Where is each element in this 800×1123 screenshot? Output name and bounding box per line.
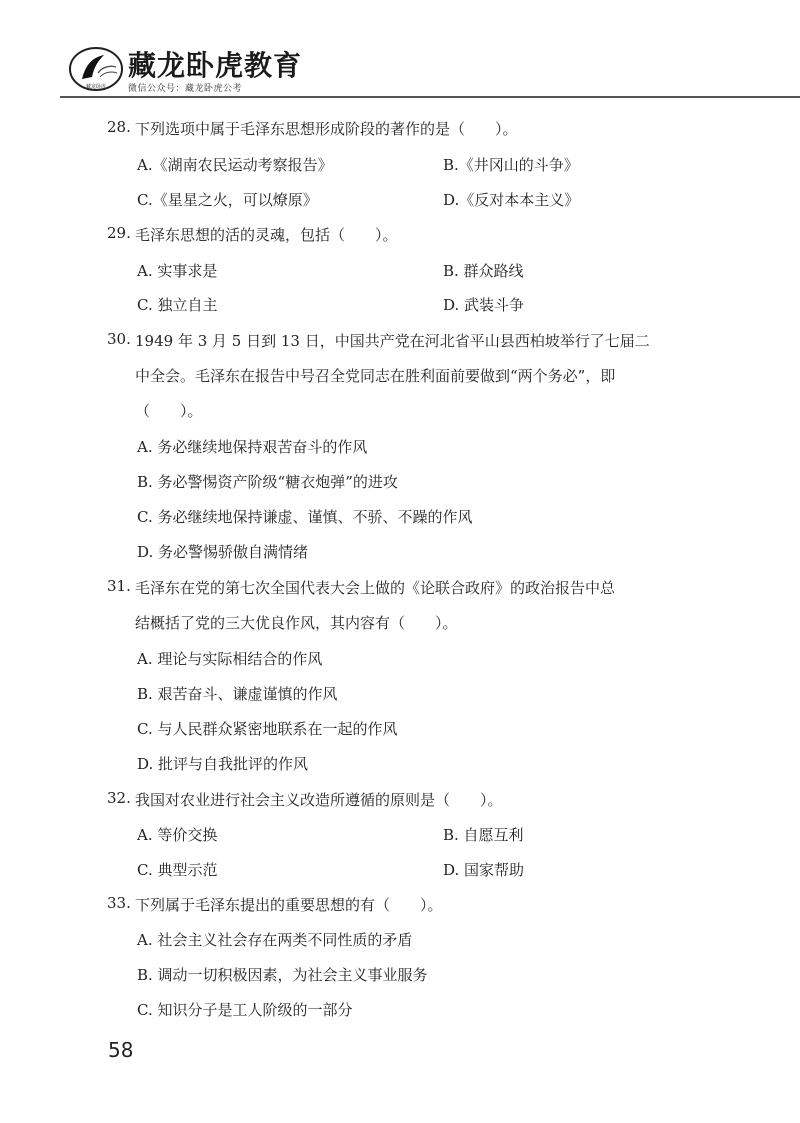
option-a: A. 等价交换 [137, 826, 218, 844]
option-c: C. 知识分子是工人阶级的一部分 [137, 1001, 353, 1019]
option-c: C.《星星之火，可以燎原》 [137, 191, 318, 209]
question-number: 28. [107, 118, 131, 136]
option-b: B. 群众路线 [443, 262, 524, 280]
option-d: D. 国家帮助 [443, 861, 525, 879]
question-number: 33. [107, 894, 131, 912]
question-text-line-2: 结概括了党的三大优良作风，其内容有（ ）。 [135, 614, 458, 632]
option-b: B. 自愿互利 [443, 826, 524, 844]
option-d: D. 批评与自我批评的作风 [137, 755, 309, 773]
option-b: B.《井冈山的斗争》 [443, 156, 579, 174]
option-b: B. 调动一切积极因素，为社会主义事业服务 [137, 966, 428, 984]
logo-caption: 藏龙卧虎 [85, 84, 107, 90]
option-c: C. 与人民群众紧密地联系在一起的作风 [137, 720, 398, 738]
option-b: B. 艰苦奋斗、谦虚谨慎的作风 [137, 685, 338, 703]
option-d: D.《反对本本主义》 [443, 191, 580, 209]
question-text: 我国对农业进行社会主义改造所遵循的原则是（ ）。 [135, 791, 503, 809]
question-text-line-1: 1949 年 3 月 5 日到 13 日，中国共产党在河北省平山县西柏坡举行了七届二 [135, 332, 650, 350]
option-a: A. 理论与实际相结合的作风 [137, 650, 323, 668]
option-a: A. 务必继续地保持艰苦奋斗的作风 [137, 438, 368, 456]
option-a: A.《湖南农民运动考察报告》 [137, 156, 333, 174]
question-text: 下列属于毛泽东提出的重要思想的有（ ）。 [135, 896, 443, 914]
question-number: 31. [107, 577, 131, 595]
question-text-line-3: （ ）。 [135, 402, 203, 420]
option-b: B. 务必警惕资产阶级“糖衣炮弹”的进攻 [137, 473, 398, 491]
option-a: A. 社会主义社会存在两类不同性质的矛盾 [137, 931, 413, 949]
page-number: 58 [108, 1038, 134, 1062]
option-d: D. 务必警惕骄傲自满情绪 [137, 543, 309, 561]
brand-subtitle: 微信公众号：藏龙卧虎公考 [128, 84, 243, 94]
question-text: 下列选项中属于毛泽东思想形成阶段的著作的是（ ）。 [135, 120, 518, 138]
header-divider [60, 96, 800, 98]
page-header [0, 0, 800, 100]
question-text-line-2: 中全会。毛泽东在报告中号召全党同志在胜利面前要做到“两个务必”，即 [135, 367, 616, 385]
question-number: 29. [107, 224, 131, 242]
question-number: 32. [107, 789, 131, 807]
brand-title: 藏龙卧虎教育 [128, 49, 303, 82]
option-c: C. 典型示范 [137, 861, 218, 879]
question-text-line-1: 毛泽东在党的第七次全国代表大会上做的《论联合政府》的政治报告中总 [135, 579, 616, 597]
option-d: D. 武装斗争 [443, 296, 525, 314]
question-number: 30. [107, 330, 131, 348]
option-c: C. 独立自主 [137, 296, 218, 314]
option-a: A. 实事求是 [137, 262, 218, 280]
question-text: 毛泽东思想的活的灵魂，包括（ ）。 [135, 226, 398, 244]
brand-logo-icon [68, 45, 124, 93]
option-c: C. 务必继续地保持谦虚、谨慎、不骄、不躁的作风 [137, 508, 473, 526]
